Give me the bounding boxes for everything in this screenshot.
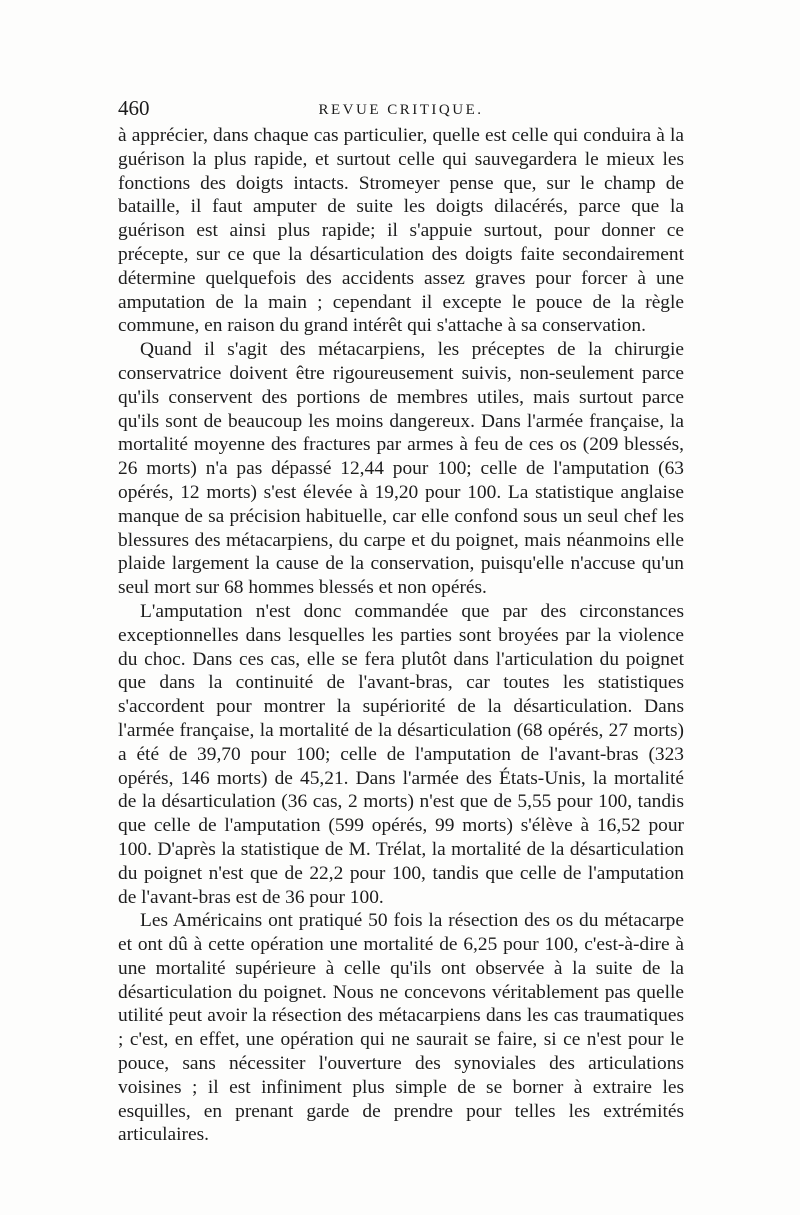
paragraph-resection: Les Américains ont pratiqué 50 fois la résection des os du métacarpe et ont dû à cette opération une mortalité de 6,25 pour 100, c'est-à-dire à une mortalité supérieure à celle qu'ils ont observée à la suite de la désarticulation du poignet. Nous ne concevons véritablement pas quelle utilité peut avoir la résection des métacarpiens dans les cas traumatiques ; c'est, en effet, une opération qui ne saurait se faire, si ce n'est pour le pouce, sans nécessiter l'ouverture des synoviales des articulations voisines ; il est infiniment plus simple de se borner à extraire les esquilles, en prenant garde de prendre pour telles les extrémités articulaires. bbox=[118, 910, 684, 1146]
body-text bbox=[118, 124, 684, 1147]
page-header bbox=[118, 96, 684, 122]
running-title: REVUE CRITIQUE. bbox=[318, 102, 484, 118]
paragraph-amputation: L'amputation n'est donc commandée que par des circonstances exceptionnelles dans lesquelles les parties sont broyées par la violence du choc. Dans ces cas, elle se fera plutôt dans l'articulation du poignet que dans la continuité de l'avant-bras, car toutes les statistiques s'accordent pour montrer la supériorité de la désarticulation. Dans l'armée française, la mortalité de la désarticulation (68 opérés, 27 morts) a été de 39,70 pour 100; celle de l'amputation de l'avant-bras (323 opérés, 146 morts) de 45,21. Dans l'armée des États-Unis, la mortalité de la désarticulation (36 cas, 2 morts) n'est que de 5,55 pour 100, tandis que celle de l'amputation (599 opérés, 99 morts) s'élève à 16,52 pour 100. D'après la statistique de M. Trélat, la mortalité de la désarticulation du poignet n'est que de 22,2 pour 100, tandis que celle de l'amputation de l'avant-bras est de 36 pour 100. bbox=[118, 600, 684, 908]
paragraph-continuation: à apprécier, dans chaque cas particulier, quelle est celle qui conduira à la guérison la plus rapide, et surtout celle qui sauvegardera le mieux les fonctions des doigts intacts. Stromeyer pense que, sur le champ de bataille, il faut amputer de suite les doigts dilacérés, parce que la guérison est ainsi plus rapide; il s'appuie surtout, pour donner ce précepte, sur ce que la désarticulation des doigts faite secondairement détermine quelquefois des accidents assez graves pour forcer à une amputation de la main ; cependant il excepte le pouce de la règle commune, en raison du grand intérêt qui s'attache à sa conservation. bbox=[118, 125, 684, 337]
page-number: 460 bbox=[118, 96, 150, 120]
paragraph-metacarpals: Quand il s'agit des métacarpiens, les préceptes de la chirurgie conservatrice doivent être rigoureusement suivis, non-seulement parce qu'ils conservent des portions de membres utiles, mais surtout parce qu'ils sont de beaucoup les moins dangereux. Dans l'armée française, la mortalité moyenne des fractures par armes à feu de ces os (209 blessés, 26 morts) n'a pas dépassé 12,44 pour 100; celle de l'amputation (63 opérés, 12 morts) s'est élevée à 19,20 pour 100. La statistique anglaise manque de sa précision habituelle, car elle confond sous un seul chef les blessures des métacarpiens, du carpe et du poignet, mais néanmoins elle plaide largement la cause de la conservation, puisqu'elle n'accuse qu'un seul mort sur 68 hommes blessés et non opérés. bbox=[118, 339, 684, 599]
